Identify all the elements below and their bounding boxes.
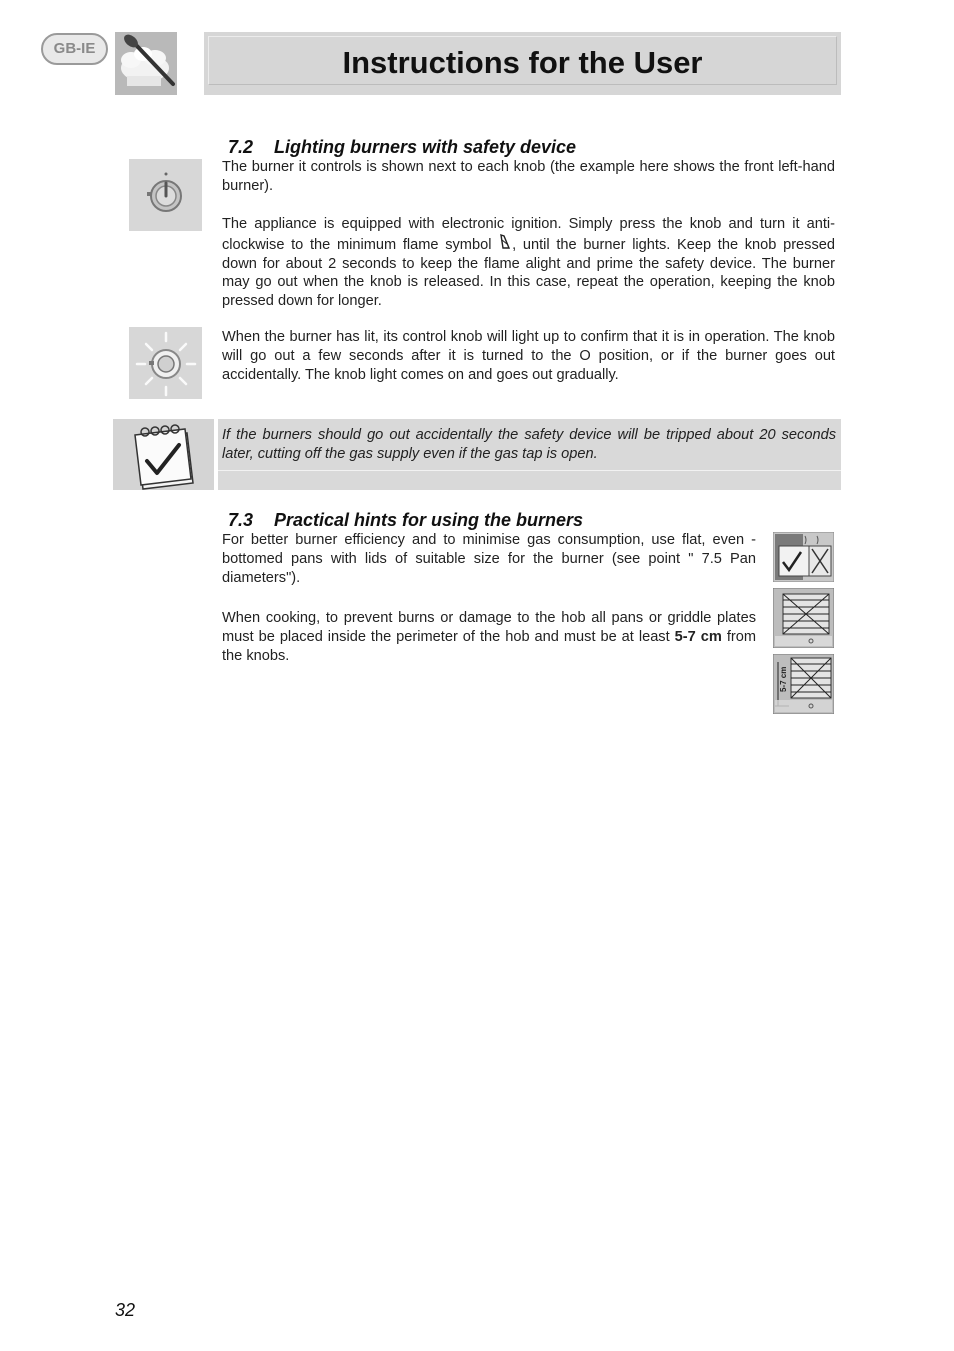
minimum-flame-icon: [498, 234, 512, 250]
section-heading-7-2: [228, 137, 576, 158]
paragraph: The burner it controls is shown next to each knob (the example here shows the front left-hand burner).: [222, 159, 835, 194]
chef-hat-spoon-icon: [115, 32, 177, 95]
note-text: If the burners should go out accidentally the safety device will be tripped about 20 seconds later, cutting off the gas supply even if the gas tap is open.: [222, 427, 836, 462]
region-badge: GB-IE: [41, 33, 108, 65]
paragraph-text: , until the burner lights. Keep the knob pressed down for about 2 seconds to keep the flame alight and prime the safety device. The burner may go out when the knob is released. In this case, repeat the operation, keeping the knob pressed down for longer.: [222, 236, 835, 310]
section-number: 7.2: [228, 137, 254, 157]
burner-knob-icon: [129, 159, 202, 231]
paragraph-text: The appliance is equipped with electronic ignition. Simply press the knob and turn it anti-clockwise to the minimum flame symbol: [222, 216, 835, 253]
paragraph: [222, 609, 756, 665]
distance-value: 5-7 cm: [674, 628, 722, 645]
paragraph-text: When cooking, to prevent burns or damage to the hob all pans or griddle plates must be placed inside the perimeter of the hob and must be at least: [222, 610, 756, 645]
section-number: 7.3: [228, 510, 254, 530]
hob-pan-grid-icon: [773, 588, 834, 648]
page-number: 32: [115, 1300, 136, 1320]
page-title: Instructions for the User: [342, 45, 703, 80]
notepad-check-icon: [113, 419, 214, 490]
section-title: Lighting burners with safety device: [274, 137, 577, 157]
section-heading-7-3: [228, 510, 583, 531]
distance-label: 5-7 cm: [779, 666, 788, 692]
paragraph: For better burner efficiency and to minimise gas consumption, use flat, even -bottomed pans with lids of suitable size for the burner (see point " 7.5 Pan diameters").: [222, 532, 756, 586]
section-title: Practical hints for using the burners: [274, 510, 584, 530]
note-box: [218, 419, 841, 490]
hob-distance-icon: [773, 654, 834, 714]
paragraph: [222, 215, 835, 311]
lit-knob-icon: [129, 327, 202, 399]
paragraph-text: from the knobs.: [222, 628, 756, 664]
pan-with-lid-icon: [773, 532, 834, 582]
paragraph: When the burner has lit, its control knob will light up to confirm that it is in operation. The knob will go out a few seconds after it is turned to the O position, or if the burner goes out accidentally. The knob light comes on and goes out gradually.: [222, 329, 835, 383]
header-bar: [204, 32, 841, 95]
